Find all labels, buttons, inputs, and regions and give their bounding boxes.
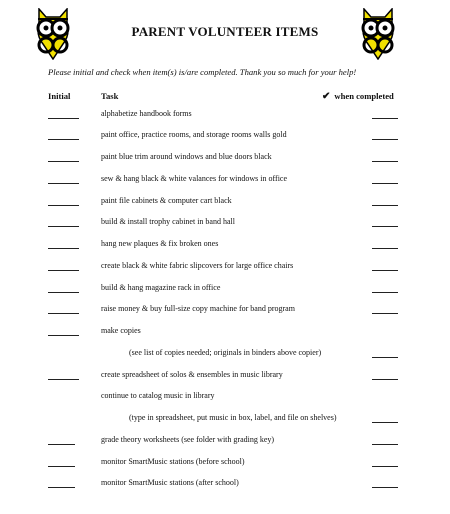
task-text: grade theory worksheets (see folder with grading key) (101, 435, 275, 444)
initial-blank[interactable] (48, 183, 79, 184)
task-row (0, 239, 450, 255)
task-row (0, 217, 450, 233)
checkmark-icon: ✔ (322, 91, 331, 102)
task-text: paint office, practice rooms, and storage rooms walls gold (101, 130, 287, 139)
task-text: hang new plaques & fix broken ones (101, 239, 219, 248)
task-row (0, 370, 450, 386)
initial-blank[interactable] (48, 161, 79, 162)
task-row (0, 109, 450, 125)
initial-blank[interactable] (48, 379, 79, 380)
initial-blank[interactable] (48, 313, 79, 314)
task-text: create spreadsheet of solos & ensembles in music library (101, 370, 283, 379)
task-text: monitor SmartMusic stations (after school) (101, 478, 239, 487)
task-text: monitor SmartMusic stations (before school) (101, 457, 245, 466)
completed-blank[interactable] (372, 248, 398, 249)
task-note-text: (see list of copies needed; originals in binders above copier) (129, 348, 322, 357)
initial-blank[interactable] (48, 466, 75, 467)
completed-blank[interactable] (372, 205, 398, 206)
completed-header-label: when completed (334, 91, 394, 101)
task-text: make copies (101, 326, 141, 335)
completed-blank[interactable] (372, 118, 398, 119)
initial-blank[interactable] (48, 335, 79, 336)
task-text: sew & hang black & white valances for windows in office (101, 174, 288, 183)
completed-blank[interactable] (372, 379, 398, 380)
initial-blank[interactable] (48, 248, 79, 249)
task-text: paint file cabinets & computer cart black (101, 196, 232, 205)
completed-column-header (322, 91, 394, 102)
task-text: paint blue trim around windows and blue doors black (101, 152, 272, 161)
task-row (0, 457, 450, 473)
completed-blank[interactable] (372, 292, 398, 293)
completed-blank[interactable] (372, 444, 398, 445)
task-row (0, 130, 450, 146)
task-text: create black & white fabric slipcovers for large office chairs (101, 261, 294, 270)
task-row (0, 435, 450, 451)
initial-column-header: Initial (48, 91, 71, 101)
page-title: PARENT VOLUNTEER ITEMS (131, 24, 319, 39)
initial-blank[interactable] (48, 205, 79, 206)
task-note-row (0, 348, 450, 364)
initial-blank[interactable] (48, 444, 75, 445)
instructions-text: Please initial and check when item(s) is/are completed. Thank you so much for your help! (48, 67, 357, 77)
completed-blank[interactable] (372, 422, 398, 423)
task-text: build & hang magazine rack in office (101, 283, 221, 292)
task-text: build & install trophy cabinet in band hall (101, 217, 235, 226)
task-column-header: Task (101, 91, 119, 101)
owl-logo-right (356, 8, 400, 60)
completed-blank[interactable] (372, 139, 398, 140)
task-row (0, 391, 450, 407)
completed-blank[interactable] (372, 313, 398, 314)
task-text: alphabetize handbook forms (101, 109, 192, 118)
initial-blank[interactable] (48, 487, 75, 488)
task-row (0, 304, 450, 320)
task-note-text: (type in spreadsheet, put music in box, label, and file on shelves) (129, 413, 337, 422)
initial-blank[interactable] (48, 292, 79, 293)
completed-blank[interactable] (372, 270, 398, 271)
completed-blank[interactable] (372, 357, 398, 358)
completed-blank[interactable] (372, 226, 398, 227)
initial-blank[interactable] (48, 139, 79, 140)
task-row (0, 326, 450, 342)
task-text: raise money & buy full-size copy machine for band program (101, 304, 295, 313)
initial-blank[interactable] (48, 270, 79, 271)
task-row (0, 478, 450, 494)
completed-blank[interactable] (372, 487, 398, 488)
task-row (0, 283, 450, 299)
initial-blank[interactable] (48, 226, 79, 227)
task-row (0, 261, 450, 277)
task-text: continue to catalog music in library (101, 391, 215, 400)
completed-blank[interactable] (372, 161, 398, 162)
initial-blank[interactable] (48, 118, 79, 119)
completed-blank[interactable] (372, 466, 398, 467)
task-row (0, 196, 450, 212)
task-note-row (0, 413, 450, 429)
completed-blank[interactable] (372, 183, 398, 184)
task-row (0, 174, 450, 190)
task-row (0, 152, 450, 168)
